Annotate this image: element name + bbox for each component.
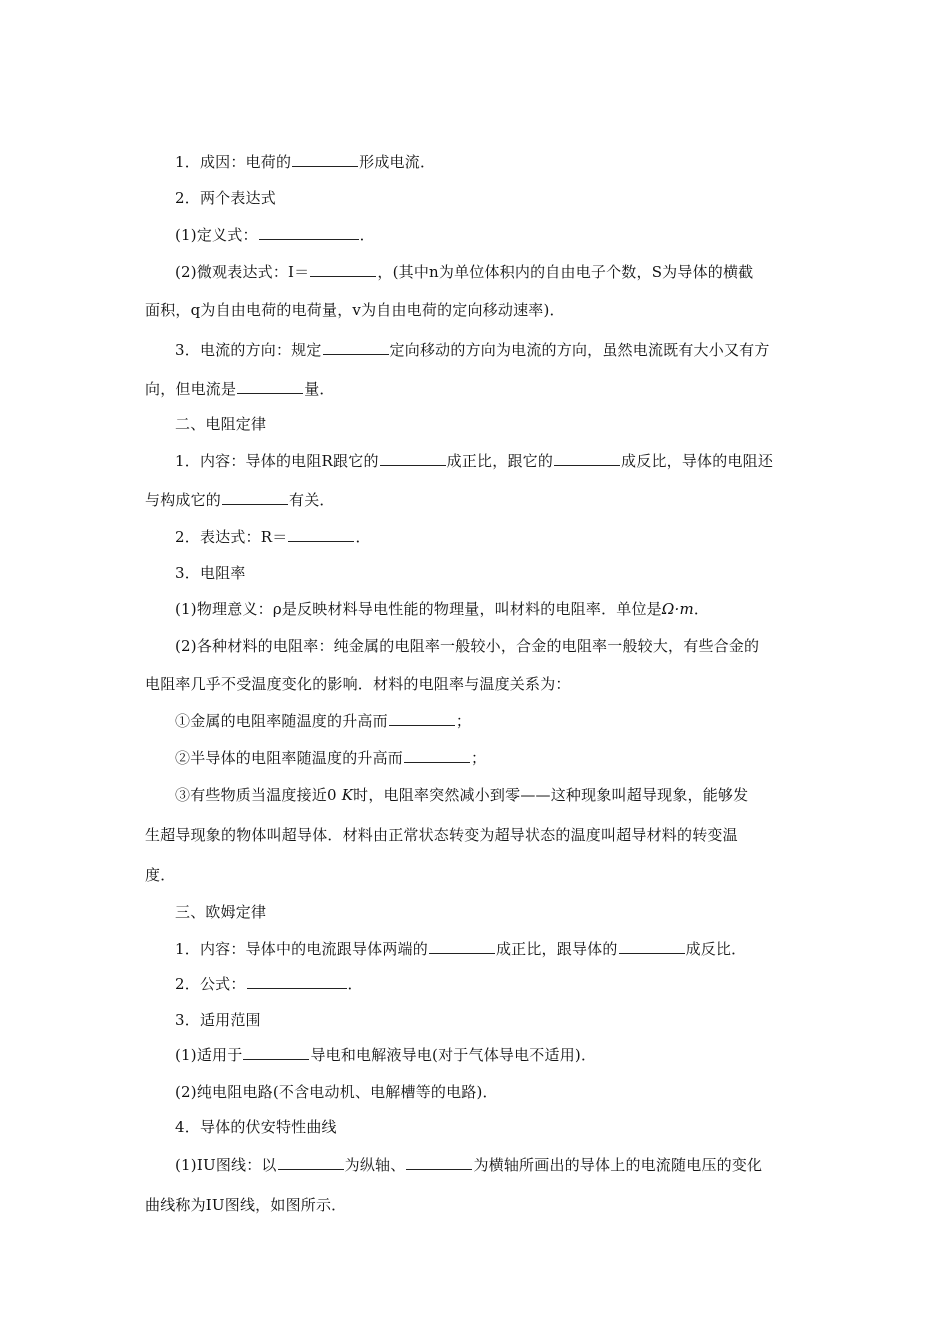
fill-blank[interactable] <box>237 379 303 394</box>
text: 3．适用范围 <box>175 1011 261 1029</box>
fill-blank[interactable] <box>380 451 446 466</box>
text: (2)各种材料的电阻率：纯金属的电阻率一般较小，合金的电阻率一般较大，有些合金的 <box>175 637 760 655</box>
fill-blank[interactable] <box>243 1045 309 1060</box>
text: 成正比，跟它的 <box>446 452 554 470</box>
current-direction <box>175 340 855 360</box>
text: ； <box>471 749 487 767</box>
text: (1)IU图线：以 <box>175 1156 277 1174</box>
fill-blank[interactable] <box>222 490 288 505</box>
section-heading-resistance <box>175 414 855 434</box>
section-heading-ohm <box>175 902 855 922</box>
fill-blank[interactable] <box>323 340 389 355</box>
text: ． <box>359 226 375 244</box>
resistivity-metal <box>175 711 855 731</box>
resistivity-superconductor-end <box>145 865 825 885</box>
fill-blank[interactable] <box>429 939 495 954</box>
resistance-content <box>175 451 855 471</box>
text: 2．两个表达式 <box>175 189 276 207</box>
text: 向，但电流是 <box>145 380 237 398</box>
resistance-expression <box>175 527 855 547</box>
current-micro-expression <box>175 262 855 282</box>
text: 导电和电解液导电(对于气体导电不适用)． <box>310 1046 597 1064</box>
text: ，(其中n为单位体积内的自由电子个数，S为导体的横截 <box>377 263 754 281</box>
text: ． <box>347 975 363 993</box>
text: 有关． <box>289 491 335 509</box>
fill-blank[interactable] <box>389 711 455 726</box>
text: ． <box>693 600 710 618</box>
fill-blank[interactable] <box>292 152 358 167</box>
text: 二、电阻定律 <box>175 415 267 433</box>
text: ． <box>355 528 371 546</box>
text: (2)纯电阻电路(不含电动机、电解槽等的电路)． <box>175 1083 498 1101</box>
text: 量． <box>304 380 335 398</box>
resistivity-semiconductor <box>175 748 855 768</box>
fill-blank[interactable] <box>404 748 470 763</box>
fill-blank[interactable] <box>619 939 685 954</box>
unit-ohm-meter: Ω·m <box>661 600 694 618</box>
resistance-content-cont <box>145 490 825 510</box>
iv-curve-definition <box>175 1155 855 1175</box>
fill-blank[interactable] <box>288 527 354 542</box>
text: ③有些物质当温度接近0 <box>175 786 342 804</box>
resistivity-materials <box>175 636 855 656</box>
text: 为纵轴、 <box>344 1156 406 1174</box>
text: 为横轴所画出的导体上的电流随电压的变化 <box>473 1156 763 1174</box>
text: 与构成它的 <box>145 491 222 509</box>
text: 2．公式： <box>175 975 246 993</box>
ohm-scope-title <box>175 1010 855 1030</box>
ohm-formula <box>175 974 855 994</box>
current-micro-expression-cont <box>145 300 825 320</box>
text: (1)适用于 <box>175 1046 243 1064</box>
text: 成反比． <box>685 940 747 958</box>
current-expressions-title <box>175 188 855 208</box>
text: (2)微观表达式：I＝ <box>175 263 310 281</box>
current-definition <box>175 225 855 245</box>
text: 1．成因：电荷的 <box>175 153 292 171</box>
unit-kelvin: K <box>341 786 354 804</box>
text: (1)物理意义：ρ是反映材料导电性能的物理量，叫材料的电阻率．单位是 <box>175 600 662 618</box>
text: 成正比，跟导体的 <box>495 940 618 958</box>
current-cause <box>175 152 855 172</box>
text: ①金属的电阻率随温度的升高而 <box>175 712 388 730</box>
text: (1)定义式： <box>175 226 258 244</box>
text: 1．内容：导体中的电流跟导体两端的 <box>175 940 428 958</box>
fill-blank[interactable] <box>406 1155 472 1170</box>
text: 度． <box>145 866 176 884</box>
text: 3．电阻率 <box>175 564 246 582</box>
text: 面积，q为自由电荷的电荷量，v为自由电荷的定向移动速率)． <box>145 301 565 319</box>
text: ； <box>455 712 472 730</box>
resistivity-materials-cont <box>145 674 825 694</box>
text: 曲线称为IU图线，如图所示． <box>145 1196 347 1214</box>
iv-curve-title <box>175 1117 855 1137</box>
ohm-content <box>175 939 855 959</box>
text: 电阻率几乎不受温度变化的影响．材料的电阻率与温度关系为： <box>145 675 571 693</box>
fill-blank[interactable] <box>259 225 359 240</box>
text: 定向移动的方向为电流的方向，虽然电流既有大小又有方 <box>389 341 770 359</box>
ohm-scope-metal <box>175 1045 855 1065</box>
text: 4．导体的伏安特性曲线 <box>175 1118 337 1136</box>
fill-blank[interactable] <box>278 1155 344 1170</box>
fill-blank[interactable] <box>554 451 620 466</box>
ohm-scope-pure-resistance <box>175 1082 855 1102</box>
resistivity-meaning <box>175 599 855 619</box>
text: 成反比，导体的电阻还 <box>621 452 774 470</box>
fill-blank[interactable] <box>310 262 376 277</box>
text: 3．电流的方向：规定 <box>175 341 322 359</box>
text: 生超导现象的物体叫超导体．材料由正常状态转变为超导状态的温度叫超导材料的转变温 <box>145 826 738 844</box>
text: 2．表达式：R＝ <box>175 528 288 546</box>
text: 三、欧姆定律 <box>175 903 267 921</box>
text: ②半导体的电阻率随温度的升高而 <box>175 749 404 767</box>
resistivity-title <box>175 563 855 583</box>
text: 时，电阻率突然减小到零——这种现象叫超导现象，能够发 <box>353 786 749 804</box>
resistivity-superconductor <box>175 785 855 805</box>
text: 形成电流． <box>359 153 436 171</box>
resistivity-superconductor-cont <box>145 825 825 845</box>
current-direction-cont <box>145 379 825 399</box>
iv-curve-definition-cont <box>145 1195 825 1215</box>
fill-blank[interactable] <box>247 974 347 989</box>
text: 1．内容：导体的电阻R跟它的 <box>175 452 379 470</box>
